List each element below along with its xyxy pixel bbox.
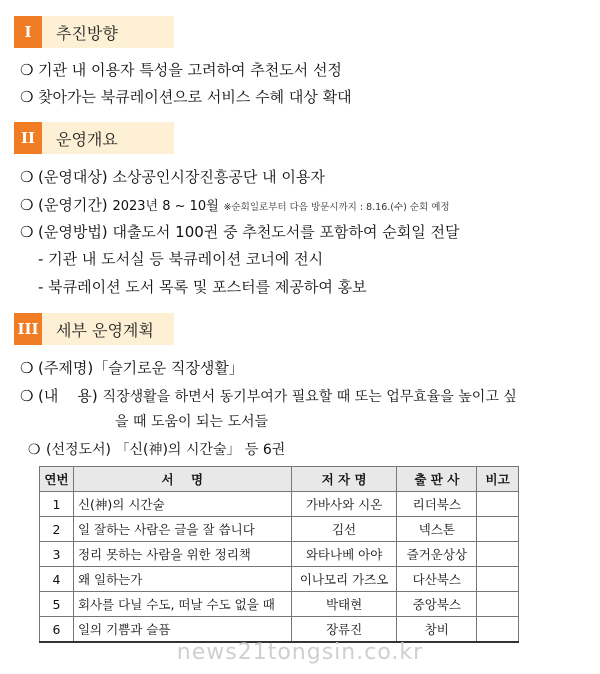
cell-note [477,517,519,542]
cell-title: 일 잘하는 사람은 글을 잘 씁니다 [73,517,291,542]
bullet-label: (내 용) [38,387,98,405]
section-header-1 [14,16,174,48]
bullet-label: (운영방법) [38,223,108,241]
sub-item: - 기관 내 도서실 등 북큐레이션 코너에 전시 [38,250,324,268]
bullet-text-continued: 을 때 도움이 되는 도서들 [115,414,269,430]
header-publisher: 출 판 사 [397,467,477,492]
bullet-label: (운영대상) [38,168,108,186]
section-header-2 [14,122,174,154]
bullet-text: 대출도서 100권 중 추천도서를 포함하여 순회일 전달 [112,223,460,241]
cell-title: 정리 못하는 사람을 위한 정리책 [73,542,291,567]
sub-item: - 북큐레이션 도서 목록 및 포스터를 제공하여 홍보 [38,278,367,296]
section-title: 운영개요 [42,122,174,154]
cell-author: 박태현 [291,592,397,617]
bullet-icon: ❍ [20,196,34,214]
bullet-label: (선정도서) [46,442,112,458]
table-row [40,517,519,542]
book-list-table [39,466,519,643]
table-row [40,542,519,567]
bullet-line [20,60,342,80]
cell-publisher: 넥스톤 [397,517,477,542]
cell-title: 회사를 다닐 수도, 떠날 수도 없을 때 [73,592,291,617]
cell-publisher: 창비 [397,617,477,643]
section-number: III [14,313,42,345]
cell-no: 4 [40,567,74,592]
bullet-icon: ❍ [20,223,34,241]
table-row [40,592,519,617]
cell-title: 왜 일하는가 [73,567,291,592]
cell-publisher: 리더북스 [397,492,477,517]
bullet-label: (주제명) [38,359,94,377]
bullet-text: 직장생활을 하면서 동기부여가 필요할 때 또는 업무효율을 높이고 싶 [102,389,517,405]
cell-no: 3 [40,542,74,567]
bullet-icon: ❍ [28,442,41,458]
section-header-3 [14,313,174,345]
cell-author: 와타나베 아야 [291,542,397,567]
bullet-text: 소상공인시장진흥공단 내 이용자 [112,168,325,186]
bullet-line [20,386,517,407]
cell-note [477,617,519,643]
bullet-icon: ❍ [20,61,34,79]
bullet-text: 2023년 8 ~ 10월 [112,199,219,214]
bullet-line [20,222,460,242]
bullet-text: 기관 내 이용자 특성을 고려하여 추천도서 선정 [38,61,342,79]
cell-no: 6 [40,617,74,643]
bullet-icon: ❍ [20,387,34,405]
cell-publisher: 즐거운상상 [397,542,477,567]
cell-no: 1 [40,492,74,517]
table-row [40,617,519,643]
header-no: 연번 [40,467,74,492]
cell-note [477,592,519,617]
table-row [40,567,519,592]
cell-note [477,492,519,517]
cell-note [477,542,519,567]
section-number: I [14,16,42,48]
bullet-icon: ❍ [20,359,34,377]
cell-author: 가바사와 시온 [291,492,397,517]
bullet-text: 찾아가는 북큐레이션으로 서비스 수혜 대상 확대 [38,88,352,106]
bullet-label: (운영기간) [38,196,108,214]
watermark: news21tongsin.co.kr [176,640,424,665]
cell-no: 2 [40,517,74,542]
header-author: 저 자 명 [291,467,397,492]
bullet-icon: ❍ [20,168,34,186]
bullet-line [20,167,325,187]
section-title: 추진방향 [42,16,174,48]
header-title: 서 명 [73,467,291,492]
cell-title: 신(神)의 시간술 [73,492,291,517]
cell-author: 김선 [291,517,397,542]
cell-no: 5 [40,592,74,617]
cell-note [477,567,519,592]
header-note: 비고 [477,467,519,492]
cell-author: 이나모리 가즈오 [291,567,397,592]
bullet-line [20,87,352,107]
section-title: 세부 운영계획 [42,313,174,345]
bullet-text: 「신(神)의 시간술」 등 6권 [115,442,286,458]
table-row [40,492,519,517]
table-header-row [40,467,519,492]
cell-author: 장류진 [291,617,397,643]
bullet-icon: ❍ [20,88,34,106]
cell-publisher: 중앙북스 [397,592,477,617]
section-number: II [14,122,42,154]
period-note: ※순회일로부터 다음 방문시까지 : 8.16.(수) 순회 예정 [223,202,450,213]
cell-title: 일의 기쁨과 슬픔 [73,617,291,643]
bullet-line [20,358,244,378]
bullet-text: 「슬기로운 직장생활」 [93,359,244,377]
bullet-line [20,195,450,218]
cell-publisher: 다산북스 [397,567,477,592]
bullet-line [28,440,285,460]
